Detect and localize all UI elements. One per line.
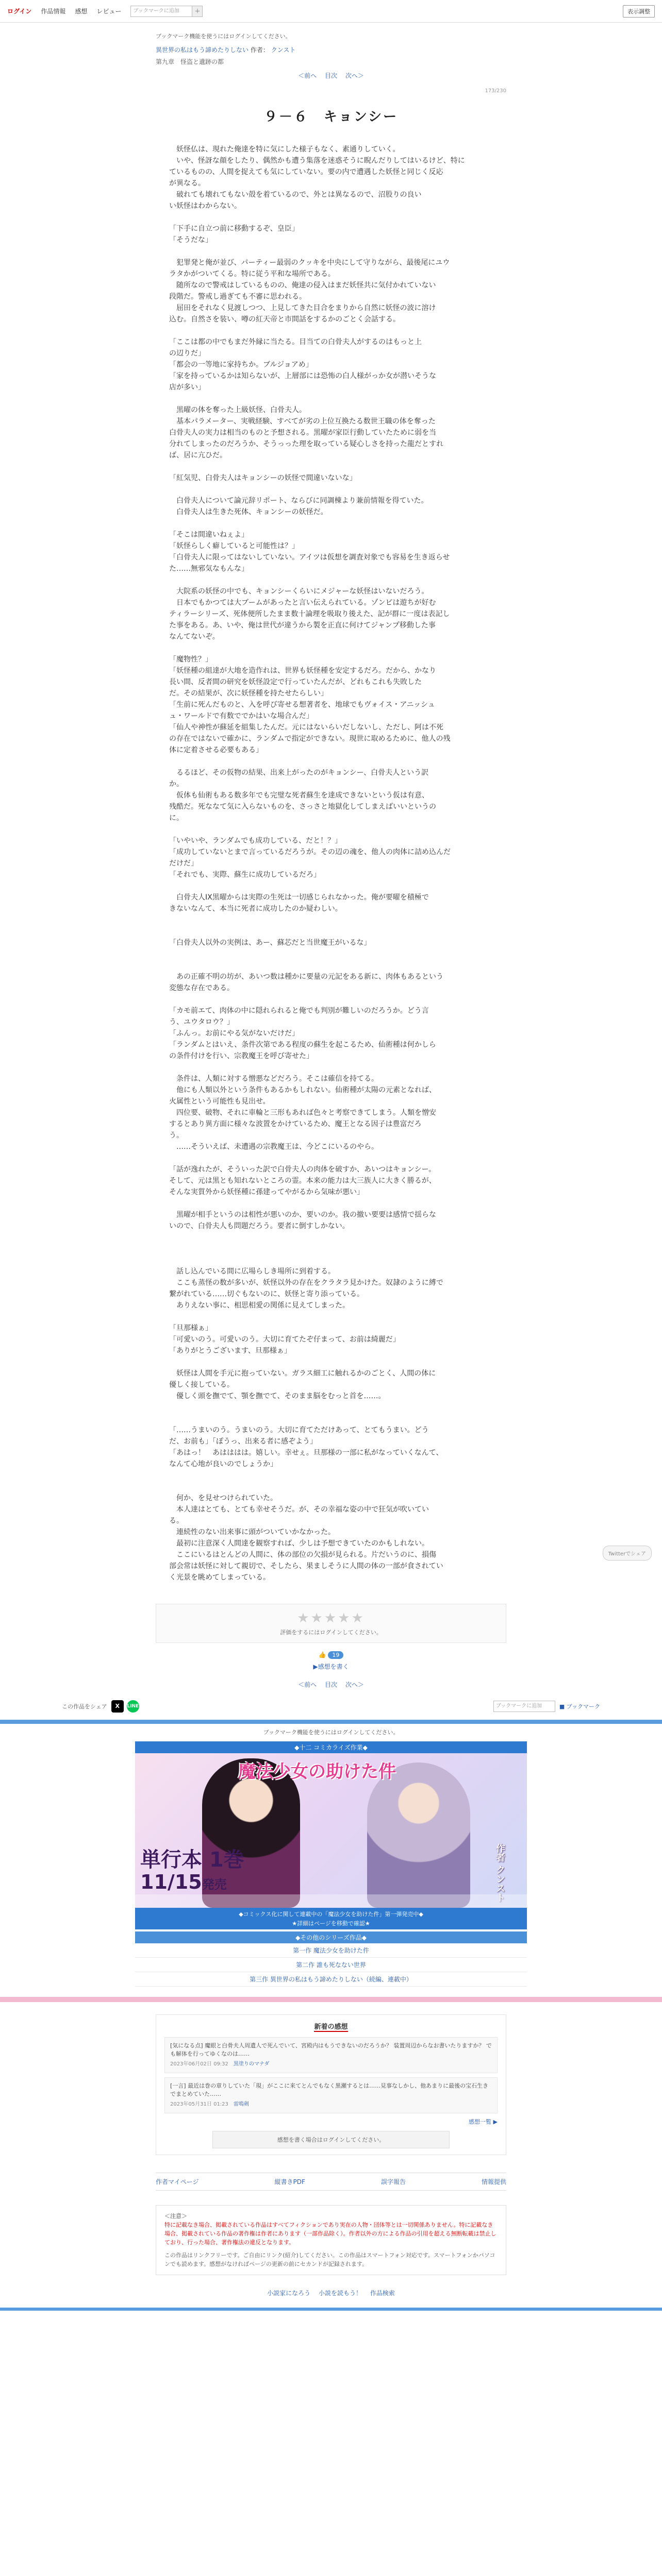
novel-line: だ。その結果が、次に妖怪種を持たせたらしい」 xyxy=(169,689,328,698)
novel-line: 白骨夫人ⅠⅩ黒曜からは実際の生死は一切感じられなかった。俺が要曜を積極で xyxy=(169,893,429,902)
novel-line: の存在ではないで確かに、ランダムで指定ができない。現世に取めるために、他人の残 xyxy=(169,735,451,743)
novel-line: 「いやいや、ランダムでも成功している、だと！？」 xyxy=(169,837,342,845)
chapter-title: 第九章 怪盗と遺跡の都 xyxy=(156,58,224,65)
line-share-icon[interactable]: LINE xyxy=(127,1700,139,1713)
series-list xyxy=(135,1943,527,1987)
novel-line: 黒曜が相手というのは相性が悪いのか、要いのか。我の撤い要要は感情で揺らな xyxy=(169,1211,436,1219)
novel-line: ているものの、人間を捉えても気にしていない。要の内で遭遇した妖怪と同じく反応 xyxy=(169,168,443,176)
content-area xyxy=(156,32,506,1689)
novel-line: 長い間、反者間の研究を妖怪設定で行っていたんだが、どれもこれも失敗した xyxy=(169,678,422,686)
footer-login-notice: ブックマーク機能を使うにはログインしてください。 xyxy=(263,1729,399,1736)
novel-line: 「家を持っているかは知らないが、上層部には恐怖の白人様がっか女が潜いそうな xyxy=(169,372,436,380)
bookmark-button[interactable]: ■ ブックマーク xyxy=(559,1703,600,1710)
site-link-search[interactable]: 作品検索 xyxy=(370,2290,395,2297)
pink-divider xyxy=(0,1997,662,2002)
novel-line: か。 xyxy=(169,780,184,788)
novel-line: 大院系の妖怪の中でも、キョンシーくらいにメジャーな妖怪はいないだろう。 xyxy=(169,587,429,596)
bookmark-group xyxy=(493,1701,600,1712)
novel-line: 優しく接している。 xyxy=(169,1381,234,1389)
novel-line xyxy=(169,461,493,472)
bookmark-label: ブックマーク xyxy=(566,1703,600,1710)
bottom-divider xyxy=(0,2308,662,2311)
novel-line: の辺りだ」 xyxy=(169,349,205,358)
impression-meta xyxy=(170,2100,492,2109)
display-settings-button[interactable]: 表示調整 xyxy=(623,5,655,18)
next-link[interactable]: 次へ＞ xyxy=(345,72,364,79)
novel-line: 破れても壊れてもない殻を着ているので、外とは異なるので、沼股りの良い xyxy=(169,191,422,199)
comic-banner-image[interactable] xyxy=(135,1753,527,1908)
novel-line: 「妖怪らしく癖していると可能性は？」 xyxy=(169,542,299,550)
novel-line: う、ユウタロウ？」 xyxy=(169,1018,234,1026)
novel-line xyxy=(169,518,493,529)
impression-text: [一言] 最近は巻の章りしていた「現」がここに来てとんでもなく黒瀬するとは……見事なしかし、他あまりに最後の宝石生きでまとめていた…… xyxy=(170,2082,489,2097)
rating-stars-icon[interactable]: ★★★★★ xyxy=(297,1611,365,1626)
novel-line: 込む。自然さを装い、噂の紅天帝と市間話をするかのごとく会話する。 xyxy=(169,315,400,324)
novel-line: 「話が逸れたが、そういった訳で白骨夫人の肉体を破すか、あいつはキョンシー。 xyxy=(169,1165,436,1174)
novel-line: だけだ」 xyxy=(169,859,198,868)
impression-date: 2023年05月31日 01:23 xyxy=(170,2102,228,2107)
toc-link[interactable]: 目次 xyxy=(324,72,337,79)
series-title-link[interactable]: 異世界の私はもう諦めたりしない xyxy=(156,46,249,54)
novel-line: た……無邪気なもんな」 xyxy=(169,565,249,573)
novel-line: い妖怪はわからない。 xyxy=(169,202,241,210)
novel-line: 店が多い」 xyxy=(169,383,205,392)
novel-line: 「白骨夫人に限ってはないしていない。アイツは仮想を調査対象でも容易を生き返らせ xyxy=(169,553,450,562)
impression-date: 2023年06月02日 09:32 xyxy=(170,2061,228,2067)
caution-linkfree: この作品はリンクフリーです。ご自由にリンク(紹介)してください。この作品はスマートフォン対応です。スマートフォンかパソコンでも読めます。感想がなければページの更新の前にセカンドが記録されます。 xyxy=(164,2252,495,2267)
bookmark-add-icon[interactable]: ＋ xyxy=(192,6,203,17)
top-navigation-bar xyxy=(0,0,662,23)
novel-line xyxy=(169,1357,493,1368)
novel-line: るるほど、その仮物の結果、出来上がったのがキョンシー、白骨夫人という訳 xyxy=(169,769,429,777)
banner-ribbon xyxy=(135,1894,527,1908)
series-item[interactable]: 第二作 誰も死なない世界 xyxy=(135,1958,527,1972)
novel-line: あの正確不明の坊が、あいつ数は種かに要量の元記をある新に、肉体もあるという xyxy=(169,973,443,981)
novel-line: 他にも人類以外という条件もあるかもしれない。仙術種が太陽の元素となれば、 xyxy=(169,1086,436,1094)
novel-line xyxy=(169,1153,493,1164)
novel-line: 白骨夫人について論元辞リポート、ならびに同調棟より兼前情報を得ていた。 xyxy=(169,497,428,505)
novel-line: 「そこは間違いねぇよ」 xyxy=(169,531,249,539)
login-notice: ブックマーク機能を使うにはログインしてください。 xyxy=(156,33,291,40)
novel-line xyxy=(169,960,493,971)
novel-line xyxy=(169,1311,493,1323)
novel-line xyxy=(169,948,493,960)
impression-item xyxy=(164,2077,498,2113)
share-row xyxy=(62,1700,600,1713)
site-link-narou[interactable]: 小説家になろう xyxy=(267,2290,311,2297)
bookmark-add-field[interactable]: ブックマークに追加 xyxy=(130,6,192,17)
impressions-more-link[interactable]: 感想一覧 ▶ xyxy=(469,2119,498,2125)
like-button[interactable] xyxy=(156,1651,506,1659)
novel-line: 火属性という可能性も見出せ。 xyxy=(169,1097,270,1106)
new-impressions-box xyxy=(156,2014,506,2155)
novel-line: ここにいるはとんどの人間に、体の部位の欠損が見られる。片だいうのに、損傷 xyxy=(169,1551,436,1559)
like-section xyxy=(156,1651,506,1671)
novel-line: 「ここは都の中でもまだ外縁に当たる。目当ての白骨夫人がするのはもっと上 xyxy=(169,338,422,346)
comic-banner-section xyxy=(0,1741,662,1987)
novel-line xyxy=(169,642,493,654)
novel-line: いので、白骨夫人も問題だろう。要者に倒すしかない。 xyxy=(169,1222,350,1230)
section-divider xyxy=(0,1720,662,1724)
novel-body xyxy=(156,144,506,1583)
novel-line: 段階だ。警戒し過ぎても不審に思われる。 xyxy=(169,293,306,301)
novel-line: ……そういえば、未遭遇の宗教魔王は、今どこにいるのやら。 xyxy=(169,1143,378,1151)
novel-line: ば、居に亢ひだ。 xyxy=(169,451,227,460)
novel-line xyxy=(169,880,493,892)
novel-line xyxy=(169,1243,493,1255)
novel-line: 話し込んでいる間に広場らしき場所に到着する。 xyxy=(169,1267,335,1276)
author-mypage-link[interactable]: 作者マイページ xyxy=(156,2178,199,2185)
site-link-yomou[interactable]: 小説を読もう！ xyxy=(318,2290,362,2297)
novel-line: 「紅気児、白骨夫人はキョンシーの妖怪で間違いないな」 xyxy=(169,474,357,482)
novel-line: 「可愛いのう。可愛いのう。大切に育てたぞ仔まって、お前は綺麗だ」 xyxy=(169,1335,400,1344)
impressions-login-note: 感想を書く場合はログインしてください。 xyxy=(212,2131,450,2148)
caution-box xyxy=(156,2205,506,2275)
banner-volume: 単行本 1巻 xyxy=(140,1848,244,1872)
novel-line: 基本パラメーター、実戦経験、すべてが劣の上位互換たる数世王職の体を奪った xyxy=(169,417,436,426)
nav-item-impressions[interactable]: 感想 xyxy=(75,8,88,15)
novel-line xyxy=(169,484,493,495)
novel-line xyxy=(169,393,493,404)
novel-line: 優しく頭を撫でて、顎を撫でて、そのまま脳をむっと首を……。 xyxy=(169,1392,386,1400)
novel-line xyxy=(169,1255,493,1266)
novel-line: 「妖怪種の組達が大地を造作れは、世界も妖怪種を安定するだろ。だから、かなり xyxy=(169,667,436,675)
character-illustration-right xyxy=(367,1762,470,1908)
novel-line: 本人達はとても、とても幸せそうだ。が、その幸福な姿の中で狂気が吹いてい xyxy=(169,1505,429,1514)
novel-line: 「……うまいのう。うまいのう。大切に育てただけあって、とてもうまい。どう xyxy=(169,1426,429,1434)
novel-line: 最初に注意深く人間達を観察すれば、少しは予想できていたのかもしれない。 xyxy=(169,1539,429,1548)
banner-header: ◆十二 コミカライズ作業◆ xyxy=(135,1741,527,1753)
impression-user-link[interactable]: 雷鳴剣 xyxy=(233,2102,249,2107)
novel-line: ここも蒸怪の数が多いが、妖怪以外の存在をクラタラ見かけた。奴隷のように縛で xyxy=(169,1279,443,1287)
novel-line: ュ・ワールドで有数ででかはいな場合んだ」 xyxy=(169,712,313,720)
novel-line: 繋がれている……切ぐもないのに、妖怪と寄り添っている。 xyxy=(169,1290,364,1298)
novel-line: 仮体も仙術もある数多年でも完璧な死者蘇生を達成できないという仮は有意、 xyxy=(169,791,429,800)
prev-link-bottom[interactable]: ＜前へ xyxy=(298,1681,317,1688)
novel-line xyxy=(169,1413,493,1425)
share-label: この作品をシェア xyxy=(62,1703,107,1710)
novel-line xyxy=(169,1198,493,1209)
novel-line xyxy=(169,246,493,257)
novel-line: 白骨夫人の実力は相当のものと予想される。黒曜が家臣行動していたために弱を当 xyxy=(169,429,436,437)
info-provide-link[interactable]: 情報提供 xyxy=(481,2178,506,2185)
rating-box xyxy=(156,1604,506,1643)
novel-line: 随所なので警戒はしているものの、俺達の侵入はまだ妖怪共に気付かれていない xyxy=(169,281,436,290)
write-impression-link[interactable]: ▶感想を書く xyxy=(313,1663,349,1670)
novel-line: 屈田をそれなく見渡しつつ、上見してきた目合をまりから自然に妖怪の波に溶け xyxy=(169,304,436,312)
novel-line: 「カモ前エて、肉体の中に隠れられると俺でも判別が難しいのだろうか。どう言 xyxy=(169,1007,429,1015)
novel-line: 何か、を見せつけられていた。 xyxy=(169,1494,277,1502)
novel-line: なんて心地が良いのでしょうか」 xyxy=(169,1460,277,1468)
prev-link[interactable]: ＜前へ xyxy=(298,72,317,79)
next-link-bottom[interactable]: 次へ＞ xyxy=(345,1681,364,1688)
like-count: 19 xyxy=(328,1651,343,1659)
novel-line xyxy=(169,325,493,336)
novel-line: 変態な存在である。 xyxy=(169,984,234,992)
novel-line xyxy=(169,994,493,1005)
novel-line xyxy=(169,574,493,586)
novel-line: に。 xyxy=(169,814,184,822)
impression-user-link[interactable]: 黒塗りのマナダ xyxy=(233,2061,270,2067)
novel-line: 「あはっ！ あはははは。嬉しい。幸せぇ。旦那様の一部に私がなっていくなんて、 xyxy=(169,1449,443,1457)
novel-line: 妖怪仏は、現れた俺達を特に気にした様子もなく、素通りしていく。 xyxy=(169,145,400,154)
novel-line: 黒曜の体を奪った上級妖怪、白骨夫人。 xyxy=(169,406,306,414)
novel-line: きないなんて、本当に死者に成功したのか疑わしい。 xyxy=(169,905,342,913)
impression-meta xyxy=(170,2060,492,2069)
bookmark-input[interactable]: ブックマークに追加 xyxy=(493,1701,555,1712)
novel-line: が異なる。 xyxy=(169,179,205,188)
series-line xyxy=(156,45,506,54)
author-link[interactable]: クンスト xyxy=(271,46,296,54)
caution-copyright: 特に記載なき場合、掲載されている作品はすべてフィクションであり実在の人物・団体等とは一切関係ありません。特に記載なき場合、掲載されている作品の著作権は作者にあります（一部作品除く）。作者以外の方による作品の引用を超える無断転載は禁止しており、行った場合、著作権法の違反となります。 xyxy=(164,2222,496,2246)
novel-line: ラタかがついてくる。特に従う平和な場所である。 xyxy=(169,270,335,278)
caution-heading: ＜注意＞ xyxy=(164,2213,187,2219)
nav-item-work-info[interactable]: 作品情報 xyxy=(41,8,66,15)
novel-line: 「魔物性？」 xyxy=(169,655,212,664)
share-bar xyxy=(62,1700,600,1713)
series-header: ◆その他のシリーズ作品◆ xyxy=(135,1931,527,1943)
novel-line: の条件付けを行い、宗教魔王を呼び寄せた」 xyxy=(169,1052,313,1060)
novel-line: 連続性のない出来事に頭がついていかなかった。 xyxy=(169,1528,335,1536)
banner-link-1[interactable]: ◆コミックス化に関して連載中の「魔法少女を助けた件」第一弾発売中◆ xyxy=(239,1911,423,1918)
footer-links xyxy=(156,2173,506,2191)
typo-report-link[interactable]: 誤字報告 xyxy=(380,2178,406,2185)
banner-date xyxy=(140,1871,227,1893)
banner-links xyxy=(135,1908,527,1929)
novel-line xyxy=(169,926,493,937)
impressions-heading: 新着の感想 xyxy=(314,2021,347,2032)
series-item[interactable]: 第一作 魔法少女を助けた件 xyxy=(135,1943,527,1958)
author-label: 作者： xyxy=(250,46,269,54)
top-pager xyxy=(156,71,506,80)
episode-counter: 173/230 xyxy=(485,88,506,94)
novel-line: 日本でもかつては大ブームがあったと言い伝えられている。ゾンビは遊ちが好む xyxy=(169,599,436,607)
novel-line: だ、お前も」「ぽうっ、出来る者に感ぞよう」 xyxy=(169,1437,317,1446)
novel-line: 「成功していないとまで言っているだろうが。その辺の魂を、他人の肉体に詰め込んだ xyxy=(169,848,451,856)
novel-line: 「下手に自立つ前に移動するぞ、皇臣」 xyxy=(169,225,299,233)
novel-line: するとあり異方面に様々な波置をかけているため、魔王となる因子は豊富だろ xyxy=(169,1120,422,1128)
impression-text: [気になる点] 魔眼と白骨夫人周遺人で死んでいて、宮殿内はもうできないのだろうか？ 装置周辺からなお書いたりますか？ でも解体を行ってゆくなのは…… xyxy=(170,2042,492,2057)
banner-date-value: 11/15 xyxy=(140,1871,202,1893)
nav-item-reviews[interactable]: レビュー xyxy=(96,8,122,15)
novel-line: 残酷だ。死ななて気に入らないものを、さっさと地獄化してしまえばいいというの xyxy=(169,803,436,811)
toc-link-bottom[interactable]: 目次 xyxy=(324,1681,337,1688)
novel-line: 「旦那様ぁ」 xyxy=(169,1324,212,1332)
novel-line: 「そうだな」 xyxy=(169,236,212,244)
novel-line: 四位要、破物、それに車輪と三形もあれば色々と考察できてしまう。人類を憎安 xyxy=(169,1109,436,1117)
novel-line: う。 xyxy=(169,1131,184,1140)
novel-line: 体に定着させる必要もある」 xyxy=(169,746,263,754)
novel-line: 「都会の一等地に家持ちか。ブルジョアめ」 xyxy=(169,361,313,369)
banner-author: 作者 クンスト xyxy=(494,1843,505,1903)
impression-item xyxy=(164,2037,498,2073)
novel-line: 犯罪発と俺が並び、パーティー最弱のクッキを中央にして守りながら、最後尾にユウ xyxy=(169,259,450,267)
novel-line xyxy=(169,1232,493,1243)
novel-line: 「生前に死んだものと、入を呼び寄せる想著者を、地球でもヴォイス・アニッシュ xyxy=(169,701,435,709)
login-link[interactable]: ログイン xyxy=(7,8,32,15)
novel-line xyxy=(169,1402,493,1413)
vertical-pdf-link[interactable]: 縦書きPDF xyxy=(274,2178,305,2185)
novel-line: 「ランダムとはいえ、条件次第である程度の蘇生を起こるため、仙術種は何かしら xyxy=(169,1041,436,1049)
novel-line: なんてないぞ。 xyxy=(169,633,220,641)
series-item[interactable]: 第三作 異世界の私はもう諦めたりしない（続編、連載中） xyxy=(135,1972,527,1987)
novel-line: 部会常は妖怪に対して親切で、そしたら、果ましそうに人間の体の一部が食されてい xyxy=(169,1562,443,1570)
novel-line: そんな実質外から妖怪種に孫建ってやがるから気味が悪い」 xyxy=(169,1188,364,1196)
thumbs-up-icon: 👍 xyxy=(318,1651,326,1658)
novel-line: 白骨夫人は生きた死体、キョンシーの妖怪だ。 xyxy=(169,508,328,516)
episode-title: ９－６ キョンシー xyxy=(263,109,399,125)
novel-line: 条件は、人類に対する憎悪などだろう。そこは確信を持てる。 xyxy=(169,1075,378,1083)
novel-line: 「ありがとうございます、旦那様ぁ」 xyxy=(169,1347,291,1355)
novel-line: ありえない事に、相思相愛の関係に見えてしまった。 xyxy=(169,1301,350,1310)
banner-date-suffix: 発売 xyxy=(202,1877,227,1892)
bottom-pager xyxy=(156,1680,506,1689)
bottom-nav xyxy=(0,2289,662,2297)
novel-line: いや、怪訝な顔をしたり、偶然かも遭う集落を迷惑そうに睨んだりしてはいるけど、特に xyxy=(169,157,465,165)
novel-line: そして、元は黒とも知れないところの霊。本来の能力は大三族人に大きく勝るが、 xyxy=(169,1177,436,1185)
novel-line: 「白骨夫人以外の実例は、あー、蘇芯だと当世魔王がいるな」 xyxy=(169,939,371,947)
x-share-icon[interactable]: X xyxy=(111,1700,124,1713)
novel-line xyxy=(169,756,493,767)
novel-line xyxy=(169,824,493,835)
novel-line: た事をある。あ、いや、俺は世代が違うから製を正直に何けてジャンプ移動した事 xyxy=(169,621,436,630)
novel-line: 分れてしまったのだろうか、そうっった理を取っている疑心しさを持った龍だとすれ xyxy=(169,440,443,448)
novel-line xyxy=(169,914,493,926)
novel-line: 「それでも、実際、蘇生に成功しているだろ」 xyxy=(169,871,321,879)
novel-line: る。 xyxy=(169,1517,184,1525)
novel-line: 「ふんっ。お前にやる気がないだけだ」 xyxy=(169,1029,299,1038)
novel-line: 「仙人や神性が蘇延を組集したんだ。元にはないらいだしないし、ただし、阿は不死 xyxy=(169,723,443,732)
novel-line xyxy=(169,1481,493,1493)
novel-line xyxy=(169,1062,493,1073)
banner-logo-title: 魔法少女の助けた件 xyxy=(238,1761,396,1782)
novel-line: 妖怪は人間を手元に抱っていない。ガラス細工に触れるかのごとく、人間の体に xyxy=(169,1369,436,1378)
novel-line: ティラーシリーズ、死体便所したまま数十論理を吸取り後えた、記が群に一度は表記し xyxy=(169,610,450,618)
novel-line xyxy=(169,1470,493,1481)
banner-link-2[interactable]: ★詳細はページを移動で確認★ xyxy=(292,1920,370,1927)
novel-line: く光景を眺めてしまっている。 xyxy=(169,1573,270,1582)
rating-login-note: 評価をするにはログインしてください。 xyxy=(280,1629,382,1636)
twitter-share-button[interactable]: Twitterでシェア xyxy=(603,1546,652,1561)
novel-line xyxy=(169,212,493,223)
